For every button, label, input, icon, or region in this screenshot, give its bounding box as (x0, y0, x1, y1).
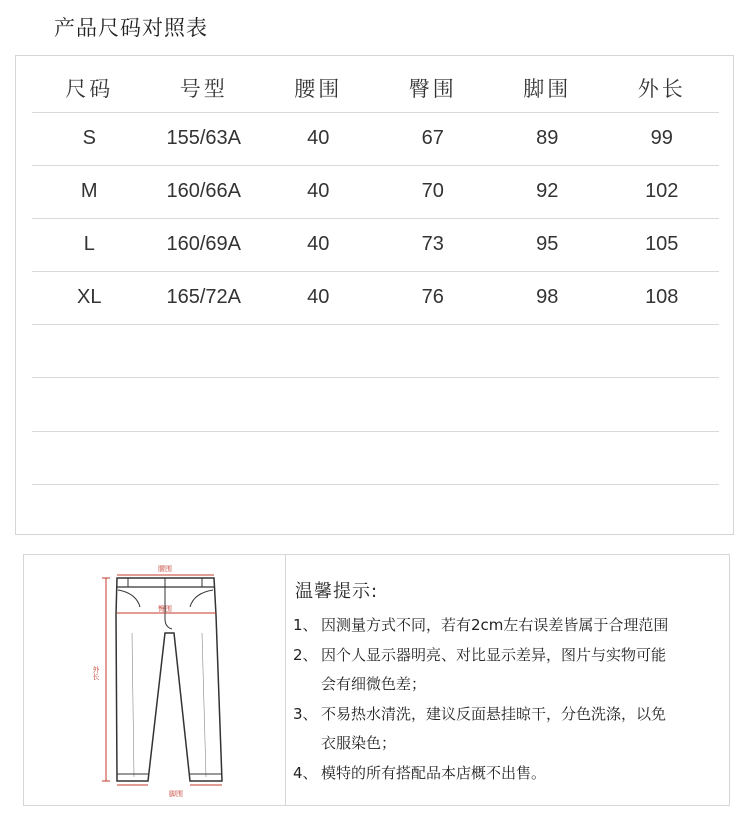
table-cell: L (32, 218, 147, 271)
tips-box (23, 554, 730, 806)
tip-number: 4、 (293, 763, 318, 782)
pants-diagram (24, 555, 286, 805)
table-cell: 40 (261, 165, 376, 218)
tip-text-continued: 衣服染色； (321, 734, 397, 752)
header-hem: 脚围 (490, 64, 605, 112)
header-hip: 臀围 (376, 64, 491, 112)
table-cell: 98 (490, 271, 605, 324)
tip-text: 因个人显示器明亮、对比显示差异，图片与实物可能 (321, 645, 667, 664)
hip-label: 臀围 (158, 605, 172, 613)
table-cell: XL (32, 271, 147, 324)
empty-table-row (32, 324, 719, 378)
table-cell: M (32, 165, 147, 218)
table-cell: 70 (376, 165, 491, 218)
empty-table-row (32, 378, 719, 432)
table-cell: 76 (376, 271, 491, 324)
table-cell: 155/63A (147, 112, 262, 165)
table-cell: 92 (490, 165, 605, 218)
table-cell: 160/66A (147, 165, 262, 218)
table-cell: 95 (490, 218, 605, 271)
table-cell: 99 (605, 112, 720, 165)
table-cell: 40 (261, 112, 376, 165)
table-cell: 40 (261, 218, 376, 271)
tips-list (293, 611, 723, 788)
table-cell: 105 (605, 218, 720, 271)
header-length: 外长 (605, 64, 720, 112)
table-cell: 165/72A (147, 271, 262, 324)
table-cell: 108 (605, 271, 720, 324)
tips-heading: 温馨提示: (295, 581, 379, 602)
empty-table-row (32, 431, 719, 485)
table-cell: 73 (376, 218, 491, 271)
list-item (293, 759, 723, 789)
page-title: 产品尺码对照表 (54, 16, 208, 40)
length-label: 外长 (92, 666, 100, 680)
table-row (32, 271, 719, 324)
header-waist: 腰围 (261, 64, 376, 112)
table-row (32, 165, 719, 218)
hem-label: 脚围 (169, 790, 183, 798)
list-item (293, 700, 723, 759)
tip-number: 3、 (293, 704, 318, 723)
tip-number: 1、 (293, 616, 318, 634)
tip-text-continued: 会有细微色差； (321, 675, 427, 693)
tip-number: 2、 (293, 645, 318, 664)
tip-text: 模特的所有搭配品本店概不出售。 (321, 763, 547, 782)
table-cell: 102 (605, 165, 720, 218)
table-row (32, 218, 719, 271)
size-table (32, 64, 719, 485)
waist-label: 腰围 (158, 565, 172, 573)
table-cell: 160/69A (147, 218, 262, 271)
size-chart-box (15, 55, 734, 535)
table-cell: S (32, 112, 147, 165)
table-cell: 67 (376, 112, 491, 165)
table-cell: 89 (490, 112, 605, 165)
table-header-row (32, 64, 719, 112)
table-cell: 40 (261, 271, 376, 324)
header-spec: 号型 (147, 64, 262, 112)
table-row (32, 112, 719, 165)
tip-text: 因测量方式不同，若有2cm左右误差皆属于合理范围 (321, 616, 669, 634)
list-item (293, 641, 723, 700)
tip-text: 不易热水清洗，建议反面悬挂晾干，分色洗涤，以免 (321, 704, 667, 723)
list-item (293, 611, 723, 641)
pants-diagram-panel (24, 555, 286, 805)
header-size: 尺码 (32, 64, 147, 112)
